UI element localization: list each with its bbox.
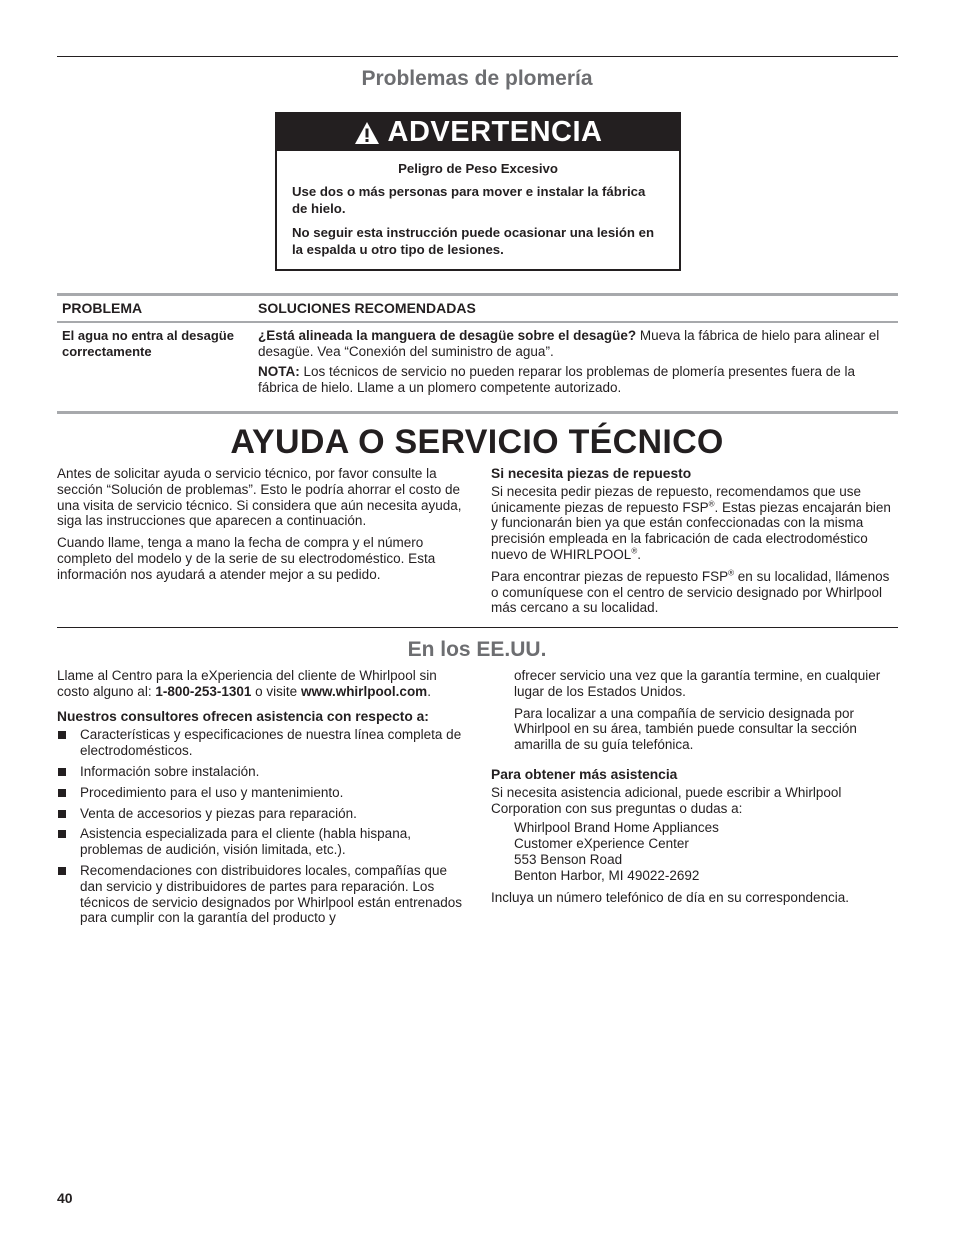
closing-note: Incluya un número telefónico de día en su correspondencia. [491, 889, 849, 905]
solution-question: ¿Está alineada la manguera de desagüe sobre el desagüe? [258, 328, 637, 343]
list-item: Asistencia especializada para el cliente (habla hispana, problemas de audición, visión limitada, etc.). [57, 826, 467, 858]
top-rule [57, 56, 898, 57]
mailing-address [491, 820, 898, 883]
bullet-square-icon [58, 731, 66, 739]
warning-line-1: Use dos o más personas para mover e instalar la fábrica de hielo. [292, 184, 646, 216]
address-line: Customer eXperience Center [514, 836, 689, 852]
consultants-heading: Nuestros consultores ofrecen asistencia con respecto a: [57, 708, 429, 724]
warning-title: ADVERTENCIA [387, 116, 603, 148]
call-paragraph: Llame al Centro para la eXperiencia del cliente de Whirlpool sin costo alguno al: 1-800-253-1301 o visite www.whirlpool.com. [57, 668, 437, 699]
website-link: www.whirlpool.com [300, 683, 428, 699]
bullet-square-icon [58, 867, 66, 875]
parts-paragraph-2: Para encontrar piezas de repuesto FSP® en su localidad, llámenos o comuníquese con el centro de servicio designado por Whirlpool más cercano a su localidad. [491, 568, 890, 616]
note-text: Los técnicos de servicio no pueden reparar los problemas de plomería presentes fuera de la fábrica de hielo. Llame a un plomero competente autorizado. [258, 364, 856, 395]
service-intro-2: Cuando llame, tenga a mano la fecha de compra y el número completo del modelo y de la serie de su electrodoméstico. Esta información nos ayudará a atender mejor a su pedido. [57, 535, 436, 582]
list-item: Características y especificaciones de nuestra línea completa de electrodomésticos. [57, 727, 467, 759]
warning-hazard: Peligro de Peso Excesivo [398, 161, 558, 176]
list-item: Venta de accesorios y piezas para reparación. [57, 806, 467, 822]
usa-rule [57, 627, 898, 628]
address-line: Whirlpool Brand Home Appliances [514, 820, 719, 836]
bullet-square-icon [58, 768, 66, 776]
service-intro-1: Antes de solicitar ayuda o servicio técnico, por favor consulte la sección “Solución de problemas”. Esto le podría ahorrar el costo de una visita de servicio técnico. Si considera que aún necesita ayuda, siga las instrucciones que aparecen a continuación. [57, 466, 462, 529]
table-bottom-rule [57, 411, 898, 414]
bullet-square-icon [58, 789, 66, 797]
phone-number: 1-800-253-1301 [155, 683, 252, 699]
address-line: Benton Harbor, MI 49022-2692 [514, 867, 700, 883]
table-top-rule [57, 293, 898, 296]
usa-left-column [57, 668, 467, 931]
continuation-2: Para localizar a una compañía de servicio designada por Whirlpool en su área, también puede consultar la sección amarilla de su guía telefónica. [514, 705, 857, 753]
solution-text: Mueva la fábrica de hielo para alinear el desagüe. Vea “Conexión del suministro de agua”. [258, 328, 880, 359]
page-number: 40 [57, 1190, 73, 1206]
service-intro [57, 466, 467, 589]
parts-section [491, 466, 898, 622]
warning-line-2: No seguir esta instrucción puede ocasionar una lesión en la espalda u otro tipo de lesiones. [292, 225, 655, 257]
bullet-square-icon [58, 810, 66, 818]
list-item: Recomendaciones con distribuidores locales, compañías que dan servicio y distribuidores de partes para reparación. Los técnicos de servicio designados por Whirlpool están entrenados para cumplir con la garantía del producto y [57, 863, 467, 926]
assistance-list [57, 727, 467, 926]
usa-right-column [491, 668, 898, 911]
more-help-heading: Para obtener más asistencia [491, 766, 678, 782]
warning-triangle-icon [354, 121, 380, 145]
plumbing-section-title: Problemas de plomería [361, 67, 593, 90]
warning-box [275, 112, 681, 271]
table-header-problem: PROBLEMA [62, 300, 143, 316]
table-header-solutions: SOLUCIONES RECOMENDADAS [258, 300, 476, 316]
list-item: Procedimiento para el uso y mantenimiento. [57, 785, 467, 801]
table-header-rule [57, 321, 898, 323]
bullet-square-icon [58, 830, 66, 838]
continuation-1: ofrecer servicio una vez que la garantía termine, en cualquier lugar de los Estados Unidos. [514, 668, 881, 699]
table-row-problem: El agua no entra al desagüe correctamente [62, 328, 234, 359]
warning-header [277, 114, 679, 151]
more-help-text: Si necesita asistencia adicional, puede escribir a Whirlpool Corporation con sus preguntas o dudas a: [491, 784, 842, 816]
parts-paragraph-1: Si necesita pedir piezas de repuesto, recomendamos que use únicamente piezas de repuesto FSP®. Estas piezas encajarán bien y funcionarán bien ya que están confeccionadas con la misma precisión empleada en la fabricación de cada electrodoméstico nuevo de WHIRLPOOL®. [491, 483, 891, 562]
usa-section-title: En los EE.UU. [407, 638, 547, 661]
list-item: Información sobre instalación. [57, 764, 467, 780]
parts-heading: Si necesita piezas de repuesto [491, 466, 692, 481]
warning-body [292, 160, 664, 265]
table-row-solution [258, 328, 888, 396]
address-line: 553 Benson Road [514, 851, 623, 867]
service-title: AYUDA O SERVICIO TÉCNICO [230, 423, 724, 461]
note-label: NOTA: [258, 364, 300, 379]
